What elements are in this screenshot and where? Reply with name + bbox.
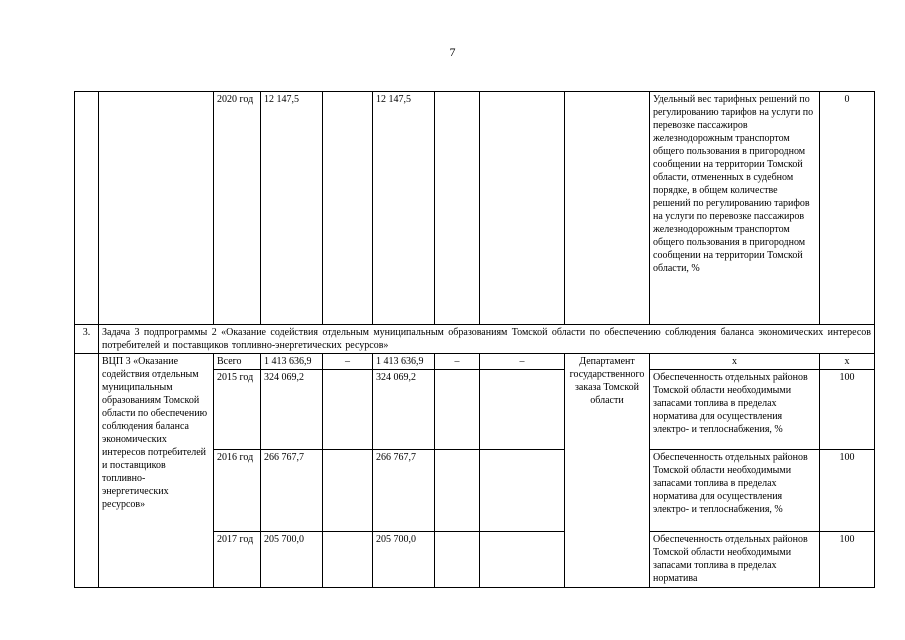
cell-year: 2017 год xyxy=(214,532,261,588)
cell-executor: Департамент государственного заказа Томской области xyxy=(565,354,650,588)
cell-other xyxy=(480,450,565,532)
cell-other xyxy=(480,370,565,450)
cell-indicator: Обеспеченность отдельных районов Томской области необходимыми запасами топлива в пределах норматива для осуществления электро- и теплоснабжения, % xyxy=(650,450,820,532)
cell-indicator: x xyxy=(650,354,820,370)
table-row-task xyxy=(75,325,875,354)
cell-other xyxy=(480,92,565,325)
cell-federal xyxy=(323,370,373,450)
cell-federal xyxy=(323,532,373,588)
cell-year: 2015 год xyxy=(214,370,261,450)
cell-total: 205 700,0 xyxy=(261,532,323,588)
cell-local xyxy=(435,532,480,588)
cell-local: – xyxy=(435,354,480,370)
cell-num xyxy=(75,354,99,588)
cell-total: 324 069,2 xyxy=(261,370,323,450)
table-row xyxy=(75,354,875,370)
cell-value: 100 xyxy=(820,532,875,588)
page-number: 7 xyxy=(449,45,456,59)
program-table xyxy=(74,91,875,588)
cell-year: 2016 год xyxy=(214,450,261,532)
cell-federal xyxy=(323,450,373,532)
task-text: Задача 3 подпрограммы 2 «Оказание содействия отдельным муниципальным образованиям Томской области по обеспечению соблюдения баланса экономических интересов потребителей и поставщиков топливно-энергетических ресурсов» xyxy=(99,325,875,354)
cell-regional: 1 413 636,9 xyxy=(373,354,435,370)
cell-local xyxy=(435,450,480,532)
cell-num xyxy=(75,92,99,325)
cell-year: 2020 год xyxy=(214,92,261,325)
vcp-name: ВЦП 3 «Оказание содействия отдельным муниципальным образованиям Томской области по обеспечению соблюдения баланса экономических интересов потребителей и поставщиков топливно-энергетических ресурсов» xyxy=(99,354,214,588)
cell-value: x xyxy=(820,354,875,370)
cell-regional: 266 767,7 xyxy=(373,450,435,532)
cell-year: Всего xyxy=(214,354,261,370)
cell-indicator: Удельный вес тарифных решений по регулированию тарифов на услуги по перевозке пассажиров железнодорожным транспортом общего пользования в пригородном сообщении на территории Томской области, отмененных в судебном порядке, в общем количестве решений по регулированию тарифов на услуги по перевозке пассажиров железнодорожным транспортом общего пользования в пригородном сообщении на территории Томской области, % xyxy=(650,92,820,325)
cell-federal xyxy=(323,92,373,325)
cell-total: 266 767,7 xyxy=(261,450,323,532)
cell-local xyxy=(435,370,480,450)
table-row xyxy=(75,92,875,325)
cell-name xyxy=(99,92,214,325)
cell-indicator: Обеспеченность отдельных районов Томской области необходимыми запасами топлива в пределах норматива для осуществления электро- и теплоснабжения, % xyxy=(650,370,820,450)
cell-indicator: Обеспеченность отдельных районов Томской области необходимыми запасами топлива в пределах норматива xyxy=(650,532,820,588)
cell-regional: 324 069,2 xyxy=(373,370,435,450)
cell-other xyxy=(480,532,565,588)
cell-executor xyxy=(565,92,650,325)
task-number: 3. xyxy=(75,325,99,354)
cell-total: 1 413 636,9 xyxy=(261,354,323,370)
cell-value: 0 xyxy=(820,92,875,325)
cell-regional: 12 147,5 xyxy=(373,92,435,325)
cell-total: 12 147,5 xyxy=(261,92,323,325)
cell-value: 100 xyxy=(820,370,875,450)
cell-other: – xyxy=(480,354,565,370)
cell-federal: – xyxy=(323,354,373,370)
cell-regional: 205 700,0 xyxy=(373,532,435,588)
cell-local xyxy=(435,92,480,325)
cell-value: 100 xyxy=(820,450,875,532)
